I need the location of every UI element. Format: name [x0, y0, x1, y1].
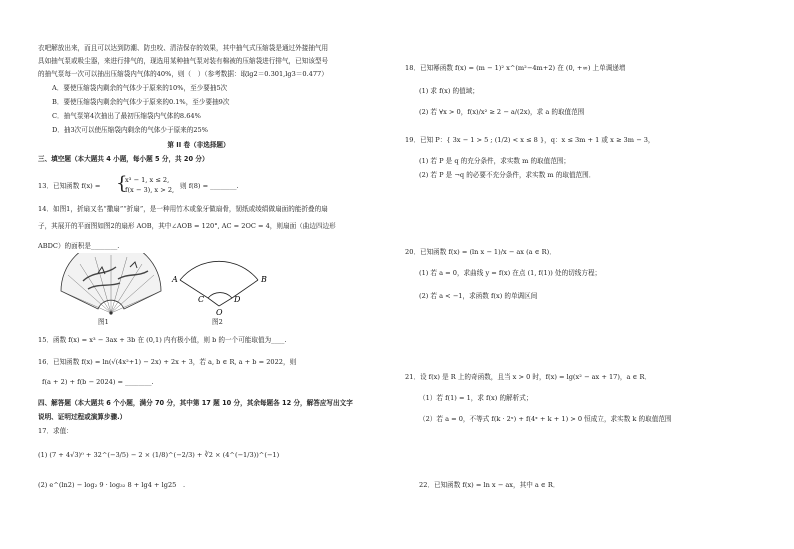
q19-part-2: (2) 若 P 是 ¬q 的必要不充分条件，求实数 m 的取值范围． [419, 171, 596, 179]
q17-part-1: (1) (7 + 4√3)⁰ + 32^(−3/5) − 2 × (1/8)^(−2/3) + ∛2 × (4^(−1/3))^(−1) [38, 451, 280, 459]
q12-intro-line-2: 具如抽气泵或吸尘器，来进行排气的，现选用某种抽气泵对装有棉被的压缩袋进行排气，已知该型号 [38, 57, 329, 65]
q21-part-2: （2）若 a = 0，不等式 f(k · 2ˣ) + f(4ˣ + k + 1) > 0 恒成立，求实数 k 的取值范围 [419, 415, 672, 423]
q17-part-2: (2) e^(ln2) − log₂ 9 · log₃₂ 8 + lg4 + lg25 . [38, 481, 186, 489]
q16-text-2: f(a + 2) + f(b − 2024) = ________. [42, 378, 154, 386]
section-four-heading-1: 四、解答题（本大题共 6 个小题，满分 70 分，其中第 17 题 10 分，其余每题各 12 分，解答应写出文字 [38, 399, 353, 407]
label-a: A [172, 275, 178, 284]
q12-option-c: C．抽气泵第4次抽出了最初压缩袋内气体的8.64% [52, 112, 201, 120]
folding-fan-figure [58, 253, 164, 315]
q12-option-b: B．要使压缩袋内剩余的气体少于原来的0.1%，至少要抽9次 [52, 98, 230, 106]
q12-intro-line-1: 衣吧解放出来，而且可以达到防潮、防虫咬、清洁保存的效果，其中抽气式压缩袋是通过外接抽气用 [38, 44, 329, 52]
q12-option-a: A．要使压缩袋内剩余的气体少于原来的10%，至少要抽5次 [52, 84, 228, 92]
q12-intro-line-3: 的抽气泵每一次可以抽出压缩袋内气体的40%，则（ ）（参考数据：取lg2＝0.301,lg3＝0.477） [38, 70, 328, 78]
q13-prefix: 13．已知函数 f(x) = [38, 182, 101, 190]
q13-case-2: f(x − 3), x > 2, [125, 186, 175, 194]
section-four-heading-2: 说明、证明过程或演算步骤.） [38, 413, 127, 421]
figure-2-caption: 图2 [212, 318, 223, 326]
q20-part-2: (2) 若 a < −1，求函数 f(x) 的单调区间 [419, 292, 538, 300]
q21-part-1: （1）若 f(1) = 1，求 f(x) 的解析式； [419, 394, 533, 402]
q19-part-1: (1) 若 P 是 q 的充分条件，求实数 m 的取值范围； [419, 157, 571, 165]
q17-title: 17．求值： [38, 427, 73, 435]
label-d: D [234, 295, 241, 304]
part-two-heading: 第 II 卷（非选择题） [167, 141, 230, 149]
q15-text: 15．函数 f(x) = x³ − 3ax + 3b 在 (0,1) 内有极小值，则 b 的一个可能取值为____. [38, 336, 287, 344]
q20-part-1: (1) 若 a = 0，求曲线 y = f(x) 在点 (1, f(1)) 处的切线方程； [419, 269, 602, 277]
label-b: B [261, 275, 267, 284]
q19-text: 19．已知 P：{ 3x − 1 > 5 ; (1/2) < x ≤ 8 }，q：x ≤ 3m + 1 或 x ≥ 3m − 3， [405, 136, 655, 144]
q21-text: 21．设 f(x) 是 R 上的奇函数，且当 x > 0 时，f(x) = lg(x² − ax + 17)，a ∈ R． [405, 373, 652, 381]
section-three-heading: 三、填空题（本大题共 4 小题，每小题 5 分，共 20 分） [38, 155, 209, 163]
q13-tail: 则 f(8) = ________. [180, 182, 239, 190]
q22-text: 22．已知函数 f(x) = ln x − ax，其中 a ∈ R． [419, 481, 560, 489]
label-c: C [198, 295, 205, 304]
q18-text: 18．已知幂函数 f(x) = (m − 1)² x^(m²−4m+2) 在 (0, +∞) 上单调递增 [405, 64, 626, 72]
sector-aob-figure [170, 258, 270, 316]
q14-line-3: ABDC）的面积是________. [38, 242, 120, 250]
q13-brace: { [116, 173, 128, 194]
q12-option-d: D．抽3次可以使压缩袋内剩余的气体少于原来的25% [52, 126, 209, 134]
q18-part-2: (2) 若 ∀x > 0，f(x)/x² ≥ 2 − a/(2x)，求 a 的取值范围 [419, 108, 585, 116]
q14-line-1: 14．如图1，折扇又名“撒扇”“折扇”，是一种用竹木或象牙做扇骨，韧纸或绫绢做扇面的能折叠的扇 [38, 205, 328, 213]
label-o: O [216, 308, 223, 316]
q13-case-1: x³ − 1, x ≤ 2, [125, 176, 170, 184]
q20-text: 20．已知函数 f(x) = (ln x − 1)/x − ax (a ∈ R)． [405, 248, 556, 256]
q18-part-1: (1) 求 f(x) 的值域； [419, 87, 479, 95]
q16-text: 16．已知函数 f(x) = ln(√(4x²+1) − 2x) + 2x + 3，若 a, b ∈ R, a + b = 2022，则 [38, 358, 297, 366]
figure-1-caption: 图1 [98, 318, 109, 326]
q14-line-2: 子，其展开的平面图如图2的扇形 AOB，其中∠AOB = 120°, AC = 2OC = 4，则扇面（曲边四边形 [38, 222, 336, 230]
